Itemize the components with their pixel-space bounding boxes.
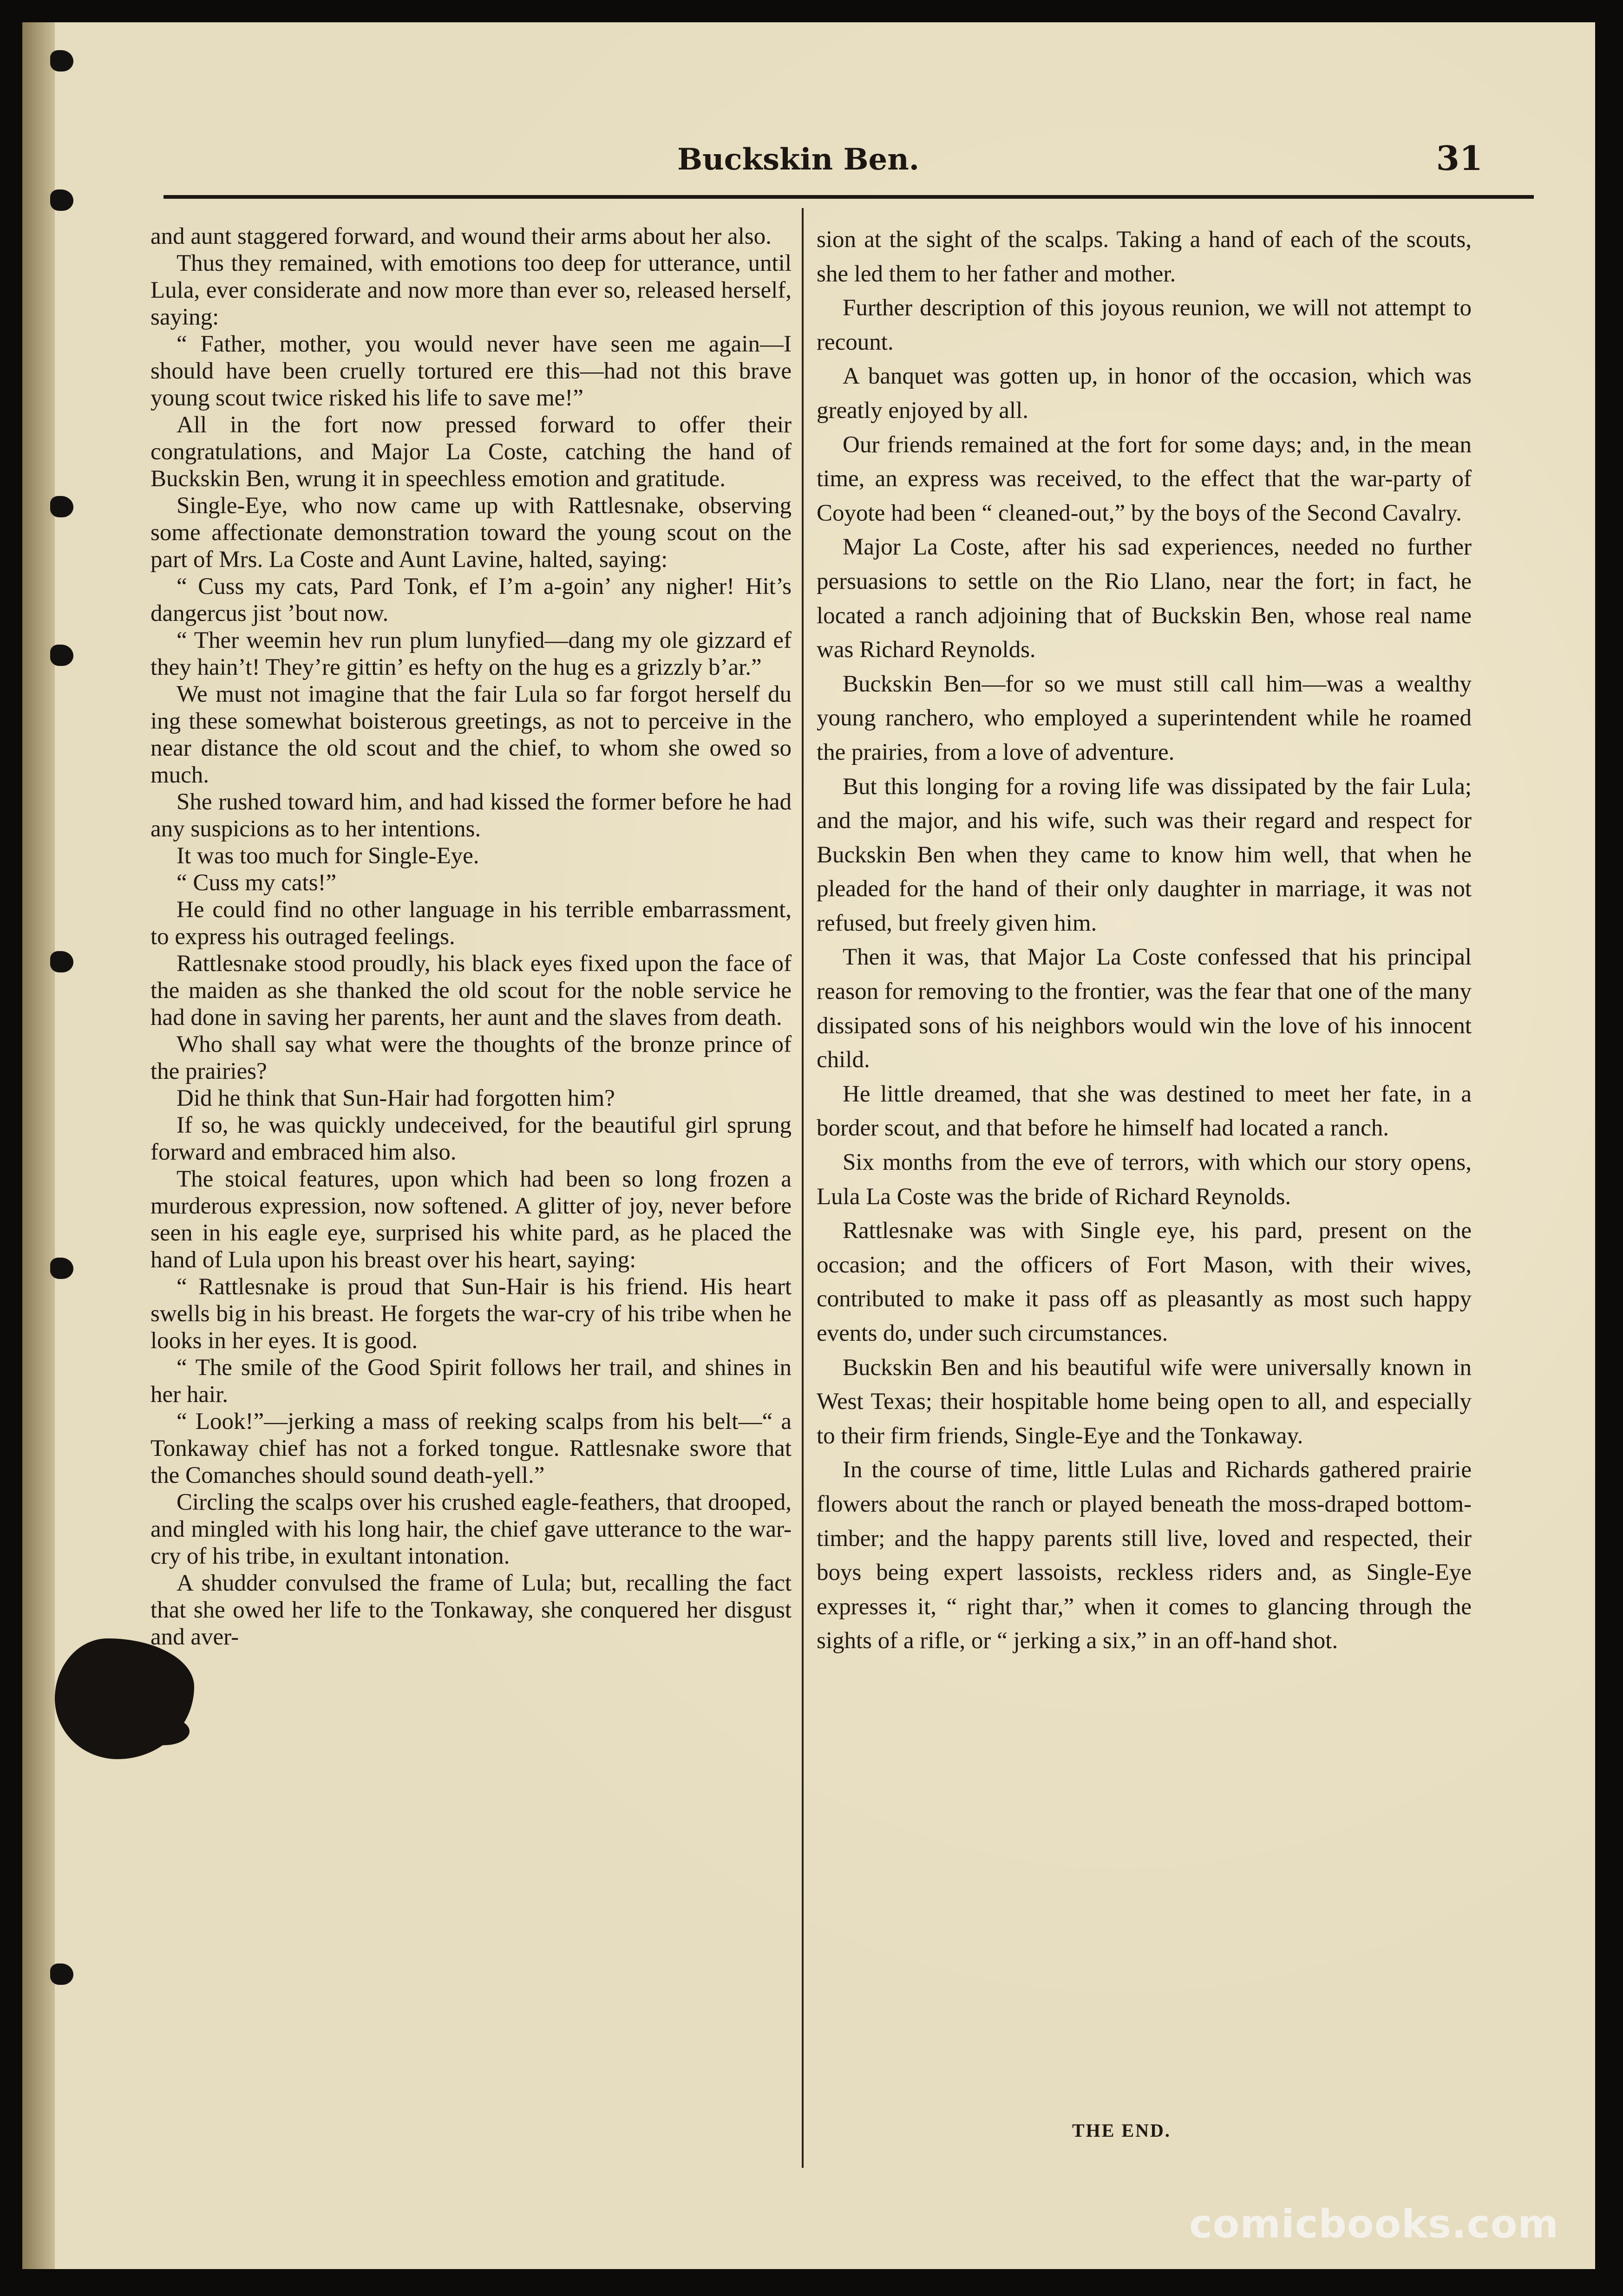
running-title: Buckskin Ben. <box>677 142 920 177</box>
binding-stitch-mark <box>50 1258 73 1279</box>
site-watermark: comicbooks.com <box>1189 2201 1559 2247</box>
paragraph: Buckskin Ben and his beautiful wife were universally known in West Texas; their hospitable home being open to all, and especially to their firm friends, Single-Eye and the Tonkaway. <box>817 1354 1472 1449</box>
paragraph: The stoical features, upon which had been so long frozen a murderous expression, now softened. A glitter of joy, never before seen in his eagle eye, surprised his white pard, as he placed the hand of Lula upon his breast over his heart, saying: <box>151 1166 792 1273</box>
paragraph: It was too much for Single-Eye. <box>177 843 479 869</box>
book-page <box>22 22 1595 2269</box>
paragraph: In the course of time, little Lulas and Richards gathered prairie flowers about the ranch or played beneath the moss-draped bottom-timber; and the happy parents still live, loved and respected, their boys being expert lassoists, reckless riders and, as Single-Eye expresses it, “ right thar,” when it comes to glancing through the sights of a rifle, or “ jerking a six,” in an off-hand shot. <box>817 1457 1472 1654</box>
paragraph: Then it was, that Major La Coste confessed that his principal reason for removing to the frontier, was the fear that one of the many dissipated sons of his neighbors would win the love of his innocent child. <box>817 944 1472 1073</box>
paragraph: Major La Coste, after his sad experiences, needed no further persuasions to settle on the Rio Llano, near the fort; in fact, he located a ranch adjoining that of Buckskin Ben, whose real name was Richard Reynolds. <box>817 534 1472 663</box>
the-end-label: THE END. <box>1072 2120 1171 2141</box>
paragraph: “ Cuss my cats, Pard Tonk, ef I’m a-goin’ any nigher! Hit’s dangercus jist ’bout now. <box>151 574 792 626</box>
paragraph: A banquet was gotten up, in honor of the occasion, which was greatly enjoyed by all. <box>817 363 1472 424</box>
binding-stitch-mark <box>50 50 73 72</box>
paragraph: Further description of this joyous reunion, we will not attempt to recount. <box>817 295 1472 355</box>
paragraph: “ Cuss my cats!” <box>177 870 337 896</box>
paragraph: Rattlesnake stood proudly, his black eyes fixed upon the face of the maiden as she thanked the old scout for the noble service he had done in saving her parents, her aunt and the slaves from death. <box>151 951 792 1031</box>
left-text-column <box>151 223 792 1650</box>
paragraph: Six months from the eve of terrors, with which our story opens, Lula La Coste was the bride of Richard Reynolds. <box>817 1149 1472 1210</box>
paragraph: Did he think that Sun-Hair had forgotten him? <box>177 1085 615 1111</box>
paragraph: If so, he was quickly undeceived, for the beautiful girl sprung forward and embraced him also. <box>151 1112 792 1165</box>
binding-stitch-mark <box>50 496 73 517</box>
paragraph: “ Ther weemin hev run plum lunyfied—dang my ole gizzard ef they hain’t! They’re gittin’ es hefty on the hug es a grizzly b’ar.” <box>151 627 792 680</box>
header-rule <box>164 195 1534 199</box>
paragraph: “ Father, mother, you would never have seen me again—I should have been cruelly tortured ere this—had not this brave young scout twice risked his life to save me!” <box>151 331 792 411</box>
paragraph: Our friends remained at the fort for some days; and, in the mean time, an express was received, to the effect that the war-party of Coyote had been “ cleaned-out,” by the boys of the Second Cavalry. <box>817 431 1472 526</box>
binding-stitch-mark <box>50 645 73 666</box>
page-spine-edge <box>22 22 55 2269</box>
column-divider <box>802 208 804 2168</box>
paragraph: Single-Eye, who now came up with Rattlesnake, observing some affectionate demonstration toward the young scout on the part of Mrs. La Coste and Aunt Lavine, halted, saying: <box>151 493 792 573</box>
paragraph: sion at the sight of the scalps. Taking a hand of each of the scouts, she led them to her father and mother. <box>817 227 1472 287</box>
paragraph: All in the fort now pressed forward to offer their congratulations, and Major La Coste, catching the hand of Buckskin Ben, wrung it in speechless emotion and gratitude. <box>151 412 792 492</box>
binding-stitch-mark <box>50 951 73 972</box>
paper-damage-stain <box>138 1717 190 1745</box>
paragraph: Thus they remained, with emotions too deep for utterance, until Lula, ever considerate and now more than ever so, released herself, saying: <box>151 250 792 330</box>
paragraph: and aunt staggered forward, and wound their arms about her also. <box>151 223 772 249</box>
paragraph: “ Look!”—jerking a mass of reeking scalps from his belt—“ a Tonkaway chief has not a forked tongue. Rattlesnake swore that the Comanches should sound death-yell.” <box>151 1409 792 1488</box>
paragraph: Buckskin Ben—for so we must still call him—was a wealthy young ranchero, who employed a superintendent while he roamed the prairies, from a love of adventure. <box>817 671 1472 765</box>
paragraph: But this longing for a roving life was dissipated by the fair Lula; and the major, and his wife, such was their regard and respect for Buckskin Ben when they came to know him well, that when he pleaded for the hand of their only daughter in marriage, it was not refused, but freely given him. <box>817 773 1472 936</box>
paragraph: Rattlesnake was with Single eye, his pard, present on the occasion; and the officers of Fort Mason, with their wives, contributed to make it pass off as pleasantly as most such happy events do, under such circumstances. <box>817 1218 1472 1346</box>
right-text-column <box>817 223 1472 1658</box>
binding-stitch-mark <box>50 189 73 211</box>
page-number: 31 <box>1436 138 1483 178</box>
paragraph: “ The smile of the Good Spirit follows her trail, and shines in her hair. <box>151 1355 792 1408</box>
paragraph: A shudder convulsed the frame of Lula; but, recalling the fact that she owed her life to the Tonkaway, she conquered her disgust and aver- <box>151 1570 792 1650</box>
paragraph: He little dreamed, that she was destined to meet her fate, in a border scout, and that before he himself had located a ranch. <box>817 1081 1472 1141</box>
paragraph: She rushed toward him, and had kissed the former before he had any suspicions as to her intentions. <box>151 789 792 842</box>
paragraph: Circling the scalps over his crushed eagle-feathers, that drooped, and mingled with his long hair, the chief gave utterance to the war-cry of his tribe, in exultant intonation. <box>151 1489 792 1569</box>
binding-stitch-mark <box>50 1963 73 1985</box>
paragraph: We must not imagine that the fair Lula so far forgot herself du ing these somewhat boisterous greetings, as not to perceive in the near distance the old scout and the chief, to whom she owed so much. <box>151 681 792 788</box>
paragraph: Who shall say what were the thoughts of the bronze prince of the prairies? <box>151 1031 792 1084</box>
paragraph: He could find no other language in his terrible embarrassment, to express his outraged feelings. <box>151 897 792 950</box>
paragraph: “ Rattlesnake is proud that Sun-Hair is his friend. His heart swells big in his breast. He forgets the war-cry of his tribe when he looks in her eyes. It is good. <box>151 1274 792 1354</box>
